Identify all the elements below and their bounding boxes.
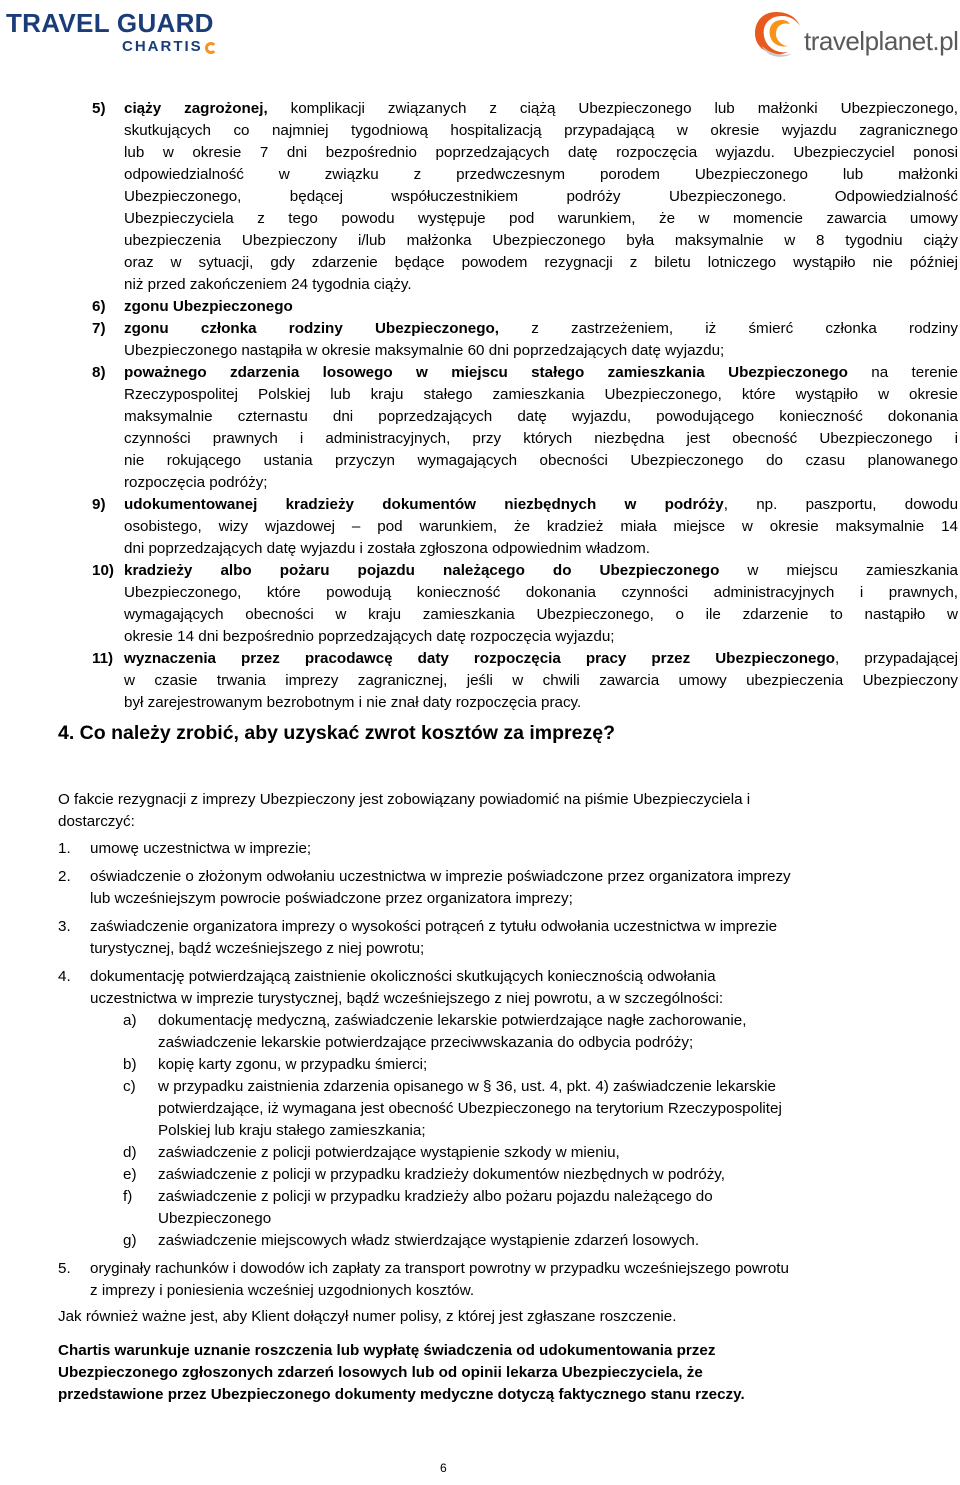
sub-item-line: dokumentację medyczną, zaświadczenie lekarskie potwierdzające nagłe zachorowanie,: [158, 1012, 747, 1029]
list-item-bold-text: kradzieży albo pożaru pojazdu należącego do Ubezpieczonego: [124, 562, 720, 579]
list-item-line: [124, 252, 958, 274]
sub-item-letter: b): [123, 1056, 137, 1073]
list-item-number: 7): [92, 320, 106, 337]
list-item-bold-text: wyznaczenia przez pracodawcę daty rozpoczęcia pracy przez Ubezpieczonego: [124, 650, 836, 667]
numbered-item-line: uczestnictwa w imprezie turystycznej, bądź wcześniejszego z niej powrotu, a w szczególności:: [90, 990, 724, 1007]
list-item-text: wymagających obecności w kraju zamieszkania Ubezpieczonego, o ile zdarzenie to nastąpiło w: [124, 606, 958, 623]
list-item-line: [124, 120, 958, 142]
sub-item-letter: a): [123, 1012, 137, 1029]
sub-item-letter: c): [123, 1078, 136, 1095]
list-item-line: [124, 670, 958, 692]
travelplanet-swirl-icon: [748, 6, 804, 60]
list-item-line: [124, 516, 958, 538]
list-item-line: [124, 450, 958, 472]
sub-item-line: kopię karty zgonu, w przypadku śmierci;: [158, 1056, 428, 1073]
list-item-text: okresie 14 dni bezpośrednio poprzedzających datę rozpoczęcia wyjazdu;: [124, 628, 615, 645]
list-item-line: [124, 230, 958, 252]
sub-item-line: Polskiej lub kraju stałego zamieszkania;: [158, 1122, 426, 1139]
policy-number-note: Jak również ważne jest, aby Klient dołączył numer polisy, z której jest zgłaszane roszczenie.: [58, 1308, 677, 1325]
list-item-line: [124, 648, 958, 670]
numbered-item-number: 5.: [58, 1260, 71, 1277]
sub-item-line: zaświadczenie miejscowych władz stwierdzające wystąpienie zdarzeń losowych.: [158, 1232, 700, 1249]
list-item-line: [124, 692, 958, 714]
list-item-bold-text: zgonu członka rodziny Ubezpieczonego,: [124, 320, 500, 337]
sub-item-letter: g): [123, 1232, 137, 1249]
numbered-item-line: lub wcześniejszym powrocie poświadczone przez organizatora imprezy;: [90, 890, 573, 907]
list-item-text: Rzeczypospolitej Polskiej lub kraju stałego zamieszkania Ubezpieczonego, które wystąpiło w okresie: [124, 386, 958, 403]
list-item-number: 6): [92, 298, 106, 315]
list-item-line: [124, 560, 958, 582]
list-item-text: w miejscu zamieszkania: [719, 562, 958, 579]
chartis-subtitle: [122, 38, 217, 55]
list-item-bold-text: zgonu Ubezpieczonego: [124, 298, 293, 315]
numbered-item-number: 4.: [58, 968, 71, 985]
page-header: [0, 0, 960, 65]
list-item-line: [124, 164, 958, 186]
list-item-line: [124, 472, 958, 494]
sub-item-line: zaświadczenie z policji w przypadku kradzieży albo pożaru pojazdu należącego do: [158, 1188, 713, 1205]
list-item-text: odpowiedzialność w związku z przedwczesnym porodem Ubezpieczonego lub małżonki: [124, 166, 958, 183]
claim-conditions-line: Chartis warunkuje uznanie roszczenia lub wypłatę świadczenia od udokumentowania przez: [58, 1342, 716, 1359]
numbered-item-line: oryginały rachunków i dowodów ich zapłaty za transport powrotny w przypadku wcześniejszego powrotu: [90, 1260, 789, 1277]
numbered-item-number: 2.: [58, 868, 71, 885]
list-item-line: [124, 538, 958, 560]
list-item-line: [124, 406, 958, 428]
list-item-text: był zarejestrowanym bezrobotnym i nie znał daty rozpoczęcia pracy.: [124, 694, 582, 711]
claim-conditions-line: Ubezpieczonego zgłoszonych zdarzeń losowych lub od opinii lekarza Ubezpieczyciela, że: [58, 1364, 703, 1381]
list-item-line: [124, 340, 958, 362]
sub-item-line: zaświadczenie z policji potwierdzające wystąpienie szkody w mieniu,: [158, 1144, 620, 1161]
list-item-text: maksymalnie czternastu dni poprzedzających datę wyjazdu, powodującego konieczność dokonania: [124, 408, 958, 425]
list-item-text: oraz w sytuacji, gdy zdarzenie będące powodem rezygnacji z biletu lotniczego wystąpiło nie później: [124, 254, 958, 271]
claim-conditions-line: przedstawione przez Ubezpieczonego dokumenty medyczne dotyczą faktycznego stanu rzeczy.: [58, 1386, 745, 1403]
list-item-line: [124, 186, 958, 208]
list-item-line: [124, 626, 958, 648]
sub-item-letter: e): [123, 1166, 137, 1183]
sub-item-line: Ubezpieczonego: [158, 1210, 272, 1227]
list-item-bold-text: poważnego zdarzenia losowego w miejscu stałego zamieszkania Ubezpieczonego: [124, 364, 848, 381]
list-item-text: ubezpieczenia Ubezpieczony i/lub małżonka Ubezpieczonego była maksymalnie w 8 tygodniu ciąży: [124, 232, 958, 249]
list-item-text: Ubezpieczonego, będącej współuczestnikiem podróży Ubezpieczonego. Odpowiedzialność: [124, 188, 958, 205]
list-item-text: w czasie trwania imprezy zagranicznej, jeśli w chwili zawarcia umowy ubezpieczenia Ubezpieczony: [124, 672, 958, 689]
sub-item-line: zaświadczenie lekarskie potwierdzające przeciwwskazania do odbycia podróży;: [158, 1034, 694, 1051]
chartis-c-icon: [205, 42, 217, 54]
list-item-text: komplikacji związanych z ciążą Ubezpieczonego lub małżonki Ubezpieczonego,: [267, 100, 958, 117]
sub-item-line: w przypadku zaistnienia zdarzenia opisanego w § 36, ust. 4, pkt. 4) zaświadczenie lekarskie: [158, 1078, 776, 1095]
list-item-number: 5): [92, 100, 106, 117]
sub-item-letter: f): [123, 1188, 133, 1205]
list-item-line: [124, 384, 958, 406]
list-item-line: [124, 274, 958, 296]
travelplanet-text: travelplanet.pl: [804, 26, 959, 56]
list-item-text: dni poprzedzających datę wyjazdu i została zgłoszona odpowiednim władzom.: [124, 540, 650, 557]
list-item-text: Ubezpieczonego, które powodują konieczność dokonania czynności administracyjnych i prawnych,: [124, 584, 958, 601]
list-item-text: , przypadającej: [835, 650, 958, 667]
list-item-text: Ubezpieczonego nastąpiła w okresie maksymalnie 60 dni poprzedzających datę wyjazdu;: [124, 342, 725, 359]
list-item-line: [124, 362, 958, 384]
list-item-number: 9): [92, 496, 106, 513]
list-item-text: nie rokującego ustania przyczyn wymagających obecności Ubezpieczonego do czasu planowanego: [124, 452, 958, 469]
sub-item-letter: d): [123, 1144, 137, 1161]
page-number: 6: [440, 1461, 447, 1475]
travelplanet-logo: [748, 6, 959, 56]
list-item-text: rozpoczęcia podróży;: [124, 474, 268, 491]
sub-item-line: potwierdzające, iż wymagana jest obecność Ubezpieczonego na terytorium Rzeczypospolitej: [158, 1100, 782, 1117]
list-item-line: [124, 142, 958, 164]
list-item-text: czynności prawnych i administracyjnych, przy których niezbędna jest obecność Ubezpieczonego i: [124, 430, 958, 447]
list-item-text: z zastrzeżeniem, iż śmierć członka rodziny: [499, 320, 958, 337]
list-item-text: skutkujących co najmniej tygodniową hospitalizacją przypadającą w okresie wyjazdu zagranicznego: [124, 122, 958, 139]
list-item-text: Ubezpieczyciela z tego powodu występuje pod warunkiem, że w momencie zawarcia umowy: [124, 210, 958, 227]
list-item-line: [124, 296, 958, 318]
numbered-item-line: turystycznej, bądź wcześniejszego z niej powrotu;: [90, 940, 425, 957]
list-item-number: 11): [92, 650, 114, 667]
travel-guard-title: TRAVEL GUARD: [6, 8, 214, 38]
travel-guard-logo: [6, 8, 214, 55]
intro-text-line: O fakcie rezygnacji z imprezy Ubezpieczony jest zobowiązany powiadomić na piśmie Ubezpieczyciela i: [58, 791, 751, 808]
numbered-item-line: dokumentację potwierdzającą zaistnienie okoliczności skutkujących koniecznością odwołania: [90, 968, 716, 985]
list-item-number: 10): [92, 562, 114, 579]
list-item-line: [124, 318, 958, 340]
list-item-text: niż przed zakończeniem 24 tygodnia ciąży.: [124, 276, 412, 293]
intro-text-line: dostarczyć:: [58, 813, 135, 830]
list-item-line: [124, 208, 958, 230]
sub-item-line: zaświadczenie z policji w przypadku kradzieży dokumentów niezbędnych w podróży,: [158, 1166, 725, 1183]
list-item-line: [124, 604, 958, 626]
list-item-text: , np. paszportu, dowodu: [723, 496, 959, 513]
numbered-item-number: 1.: [58, 840, 71, 857]
numbered-item-line: z imprezy i poniesienia wcześniej uzgodnionych kosztów.: [90, 1282, 475, 1299]
list-item-line: [124, 582, 958, 604]
list-item-bold-text: ciąży zagrożonej,: [124, 100, 268, 117]
numbered-item-line: zaświadczenie organizatora imprezy o wysokości potrąceń z tytułu odwołania uczestnictwa w imprezie: [90, 918, 778, 935]
list-item-text: osobistego, wizy wjazdowej – pod warunkiem, że kradzież miała miejsce w okresie maksymalnie 14: [124, 518, 958, 535]
numbered-item-number: 3.: [58, 918, 71, 935]
numbered-item-line: oświadczenie o złożonym odwołaniu uczestnictwa w imprezie poświadczone przez organizatora imprezy: [90, 868, 791, 885]
list-item-line: [124, 494, 958, 516]
list-item-line: [124, 428, 958, 450]
list-item-text: na terenie: [847, 364, 958, 381]
list-item-number: 8): [92, 364, 106, 381]
numbered-item-line: umowę uczestnictwa w imprezie;: [90, 840, 312, 857]
list-item-text: lub w okresie 7 dni bezpośrednio poprzedzających datę rozpoczęcia wyjazdu. Ubezpieczyciel ponosi: [124, 144, 958, 161]
section-heading: 4. Co należy zrobić, aby uzyskać zwrot kosztów za imprezę?: [58, 722, 615, 744]
list-item-line: [124, 98, 958, 120]
list-item-bold-text: udokumentowanej kradzieży dokumentów niezbędnych w podróży: [124, 496, 724, 513]
chartis-text: CHARTIS: [122, 38, 203, 55]
